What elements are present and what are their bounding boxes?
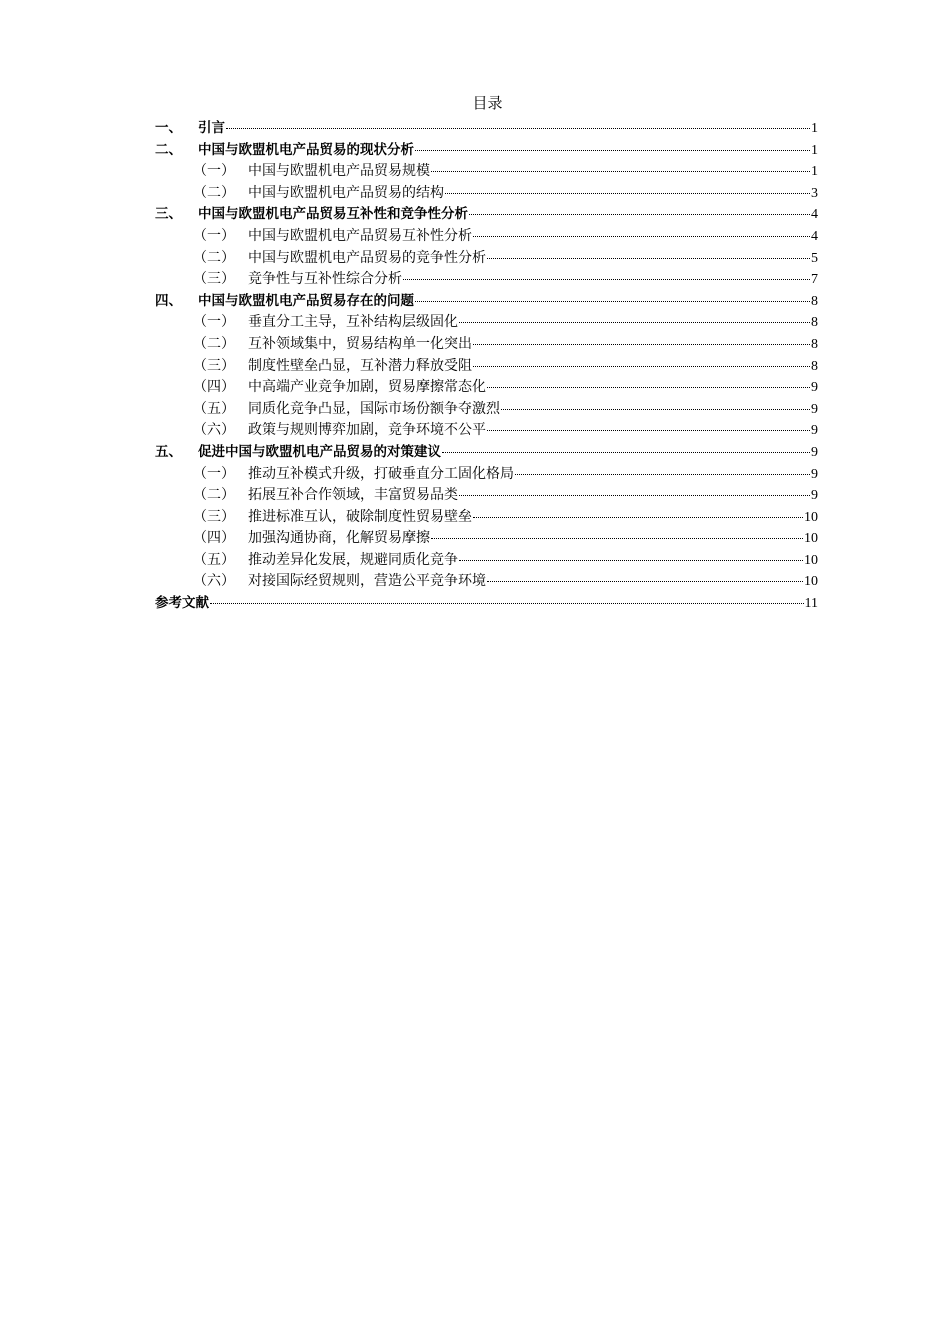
dot-leader	[431, 536, 803, 539]
toc-entry-number: （二）	[193, 335, 235, 352]
toc-entry-page-number: 4	[811, 207, 818, 223]
toc-entry-title: 拓展互补合作领域，丰富贸易品类	[248, 487, 458, 504]
toc-entry[interactable]	[155, 248, 818, 270]
toc-entry-title: 中国与欧盟机电产品贸易的竞争性分析	[248, 249, 486, 266]
toc-entry[interactable]	[155, 204, 818, 226]
toc-entry[interactable]	[155, 334, 818, 356]
toc-entry[interactable]	[155, 291, 818, 313]
toc-entry-number: 四、	[155, 292, 182, 309]
toc-entry-title: 推动互补模式升级，打破垂直分工固化格局	[248, 465, 514, 482]
dot-leader	[226, 126, 810, 129]
toc-entry-number: （四）	[193, 530, 235, 547]
toc-entry[interactable]	[155, 528, 818, 550]
toc-entry-page-number: 10	[804, 574, 818, 590]
dot-leader	[415, 299, 810, 302]
dot-leader	[515, 472, 810, 475]
toc-entry-page-number: 10	[804, 509, 818, 525]
toc-entry[interactable]	[155, 269, 818, 291]
dot-leader	[459, 320, 810, 323]
toc-entry-page-number: 5	[811, 250, 818, 266]
toc-entry[interactable]	[155, 312, 818, 334]
toc-entry-number: （一）	[193, 227, 235, 244]
toc-entry-page-number: 11	[804, 596, 818, 612]
toc-entry-title: 中国与欧盟机电产品贸易的结构	[248, 184, 444, 201]
toc-entry-title: 中高端产业竞争加剧，贸易摩擦常态化	[248, 379, 486, 396]
dot-leader	[473, 234, 810, 237]
toc-entry[interactable]	[155, 571, 818, 593]
toc-entry-title: 中国与欧盟机电产品贸易存在的问题	[198, 292, 414, 309]
toc-entry-page-number: 1	[811, 164, 818, 180]
toc-entry-title: 对接国际经贸规则，营造公平竞争环境	[248, 573, 486, 590]
dot-leader	[415, 148, 810, 151]
toc-entry-page-number: 9	[811, 380, 818, 396]
toc-entry-number: 一、	[155, 120, 182, 136]
toc-entry-page-number: 3	[811, 185, 818, 201]
dot-leader	[487, 385, 810, 388]
dot-leader	[487, 579, 803, 582]
toc-entry-page-number: 9	[811, 444, 818, 460]
toc-entry-number: （一）	[193, 314, 235, 331]
dot-leader	[487, 428, 810, 431]
toc-entry[interactable]	[155, 356, 818, 378]
toc-entry-number: （六）	[193, 573, 235, 590]
toc-entry-page-number: 8	[811, 293, 818, 309]
toc-entry[interactable]	[155, 420, 818, 442]
dot-leader	[459, 558, 803, 561]
toc-entry-title: 加强沟通协商，化解贸易摩擦	[248, 530, 430, 547]
toc-entry-page-number: 10	[804, 531, 818, 547]
toc-entry-number: （二）	[193, 184, 235, 201]
toc-entry-title: 引言	[198, 120, 225, 136]
toc-entry-page-number: 10	[804, 552, 818, 568]
toc-entry-title: 中国与欧盟机电产品贸易互补性分析	[248, 227, 472, 244]
toc-entry-number: （二）	[193, 249, 235, 266]
toc-entry-page-number: 9	[811, 466, 818, 482]
toc-entry[interactable]	[155, 118, 818, 140]
toc-entry[interactable]	[155, 593, 818, 615]
dot-leader	[459, 493, 810, 496]
toc-entry-number: 二、	[155, 141, 182, 158]
toc-entry-title: 制度性壁垒凸显，互补潜力释放受阻	[248, 357, 472, 374]
toc-entry-title: 互补领域集中，贸易结构单一化突出	[248, 335, 472, 352]
toc-entry-title: 推动差异化发展，规避同质化竞争	[248, 551, 458, 568]
toc-entry-page-number: 8	[811, 336, 818, 352]
toc-entry[interactable]	[155, 226, 818, 248]
toc-entry[interactable]	[155, 399, 818, 421]
toc-entry[interactable]	[155, 550, 818, 572]
toc-entry-page-number: 1	[811, 121, 818, 136]
toc-entry-title: 参考文献	[155, 595, 209, 612]
toc-entry-number: （三）	[193, 271, 235, 288]
toc-entry[interactable]	[155, 485, 818, 507]
toc-entry[interactable]	[155, 183, 818, 205]
dot-leader	[445, 191, 810, 194]
toc-entry-title: 竞争性与互补性综合分析	[248, 271, 402, 288]
toc-entry-page-number: 4	[811, 228, 818, 244]
toc-entry[interactable]	[155, 464, 818, 486]
toc-entry-page-number: 1	[811, 142, 818, 158]
toc-entry-title: 中国与欧盟机电产品贸易规模	[248, 163, 430, 180]
toc-entry-page-number: 9	[811, 488, 818, 504]
dot-leader	[469, 212, 810, 215]
toc-entry-number: （三）	[193, 508, 235, 525]
dot-leader	[431, 169, 810, 172]
toc-entry-number: 五、	[155, 443, 182, 460]
dot-leader	[473, 515, 803, 518]
table-of-contents	[155, 118, 818, 615]
toc-entry-number: （三）	[193, 357, 235, 374]
toc-entry-page-number: 8	[811, 358, 818, 374]
dot-leader	[403, 277, 810, 280]
toc-title: 目录	[472, 94, 503, 112]
toc-entry[interactable]	[155, 442, 818, 464]
toc-entry[interactable]	[155, 507, 818, 529]
toc-entry-title: 中国与欧盟机电产品贸易互补性和竞争性分析	[198, 206, 468, 223]
toc-entry[interactable]	[155, 161, 818, 183]
dot-leader	[501, 407, 810, 410]
toc-entry-page-number: 9	[811, 423, 818, 439]
toc-entry-title: 垂直分工主导，互补结构层级固化	[248, 314, 458, 331]
toc-entry-number: （五）	[193, 400, 235, 417]
toc-entry-number: （五）	[193, 551, 235, 568]
toc-entry[interactable]	[155, 140, 818, 162]
toc-entry-title: 中国与欧盟机电产品贸易的现状分析	[198, 141, 414, 158]
dot-leader	[487, 256, 810, 259]
toc-entry-page-number: 9	[811, 401, 818, 417]
dot-leader	[442, 450, 810, 453]
toc-entry-number: （一）	[193, 163, 235, 180]
dot-leader	[473, 364, 810, 367]
toc-entry-title: 促进中国与欧盟机电产品贸易的对策建议	[198, 443, 441, 460]
toc-entry-number: （四）	[193, 379, 235, 396]
toc-entry[interactable]	[155, 377, 818, 399]
toc-entry-title: 同质化竞争凸显，国际市场份额争夺激烈	[248, 400, 500, 417]
toc-entry-number: （二）	[193, 487, 235, 504]
toc-entry-page-number: 7	[811, 272, 818, 288]
toc-entry-number: （一）	[193, 465, 235, 482]
toc-entry-title: 政策与规则博弈加剧，竞争环境不公平	[248, 422, 486, 439]
dot-leader	[210, 601, 804, 604]
dot-leader	[473, 342, 810, 345]
toc-entry-number: 三、	[155, 206, 182, 223]
toc-entry-number: （六）	[193, 422, 235, 439]
toc-entry-title: 推进标准互认，破除制度性贸易壁垒	[248, 508, 472, 525]
toc-entry-page-number: 8	[811, 315, 818, 331]
